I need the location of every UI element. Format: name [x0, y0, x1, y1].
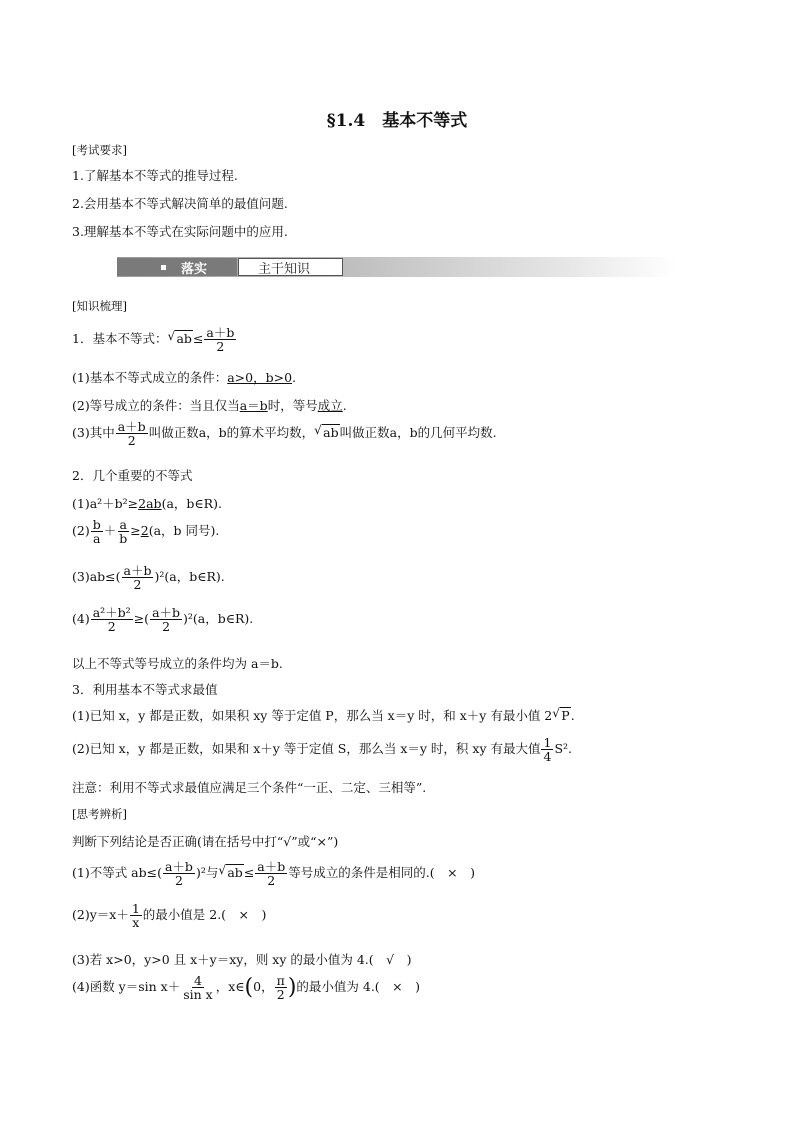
question-4: (4)函数 y＝sin x＋ $\frac{4}{\text{sin x}}$ ，x∈(0， $\frac{\pi}{2}$ )的最小值为 4.( × ): [72, 973, 421, 1003]
extremum-2: (2)已知 x，y 都是正数，如果和 x＋y 等于定值 S，那么当 x＝y 时，积 xy 有最大值 $\frac{1}{4}$ S².: [72, 735, 572, 765]
requirement-item: 2.会用基本不等式解决简单的最值问题.: [72, 196, 288, 211]
sqrt-ab: √ ab: [167, 329, 192, 347]
question-2: (2)y＝x＋ $\frac{1}{x}$ 的最小值是 2.( × ): [72, 901, 267, 931]
fraction-a-plus-b-over-2: $\frac{a+b}{2}$: [206, 325, 235, 355]
condition-2: (2)等号成立的条件：当且仅当a＝b时，等号成立.: [72, 398, 347, 413]
question-3: (3)若 x>0，y>0 且 x＋y＝xy，则 xy 的最小值为 4.( √ ): [72, 952, 412, 967]
page-title: §1.4 基本不等式: [326, 111, 468, 131]
important-inequalities-heading: 2．几个重要的不等式: [72, 468, 193, 483]
banner-label-right: 主干知识: [258, 262, 311, 277]
banner-dark-block: [117, 258, 237, 276]
condition-3: (3)其中 $\frac{a+b}{2}$ 叫做正数a，b的算术平均数， √ ab叫做正数a，b的几何平均数.: [72, 419, 497, 449]
basic-inequality-heading: 1．基本不等式： √ ab≤ $\frac{a+b}{2}$: [72, 325, 235, 355]
requirement-item: 3.理解基本不等式在实际问题中的应用.: [72, 224, 288, 239]
knowledge-tag: [知识梳理]: [72, 299, 127, 313]
condition-1: (1)基本不等式成立的条件：a>0，b>0.: [72, 370, 297, 385]
extremum-1: (1)已知 x，y 都是正数，如果积 xy 等于定值 P，那么当 x＝y 时，和 x＋y 有最小值 2 √ P.: [72, 706, 575, 723]
exam-requirements-tag: [考试要求]: [72, 143, 127, 157]
think-tag: [思考辨析]: [72, 807, 127, 821]
requirement-item: 1.了解基本不等式的推导过程.: [72, 168, 238, 183]
conditions-note: 注意：利用不等式求最值应满足三个条件“一正、二定、三相等”.: [72, 780, 427, 795]
think-intro: 判断下列结论是否正确(请在括号中打“√”或“×”): [72, 834, 339, 849]
inequality-1: (1)a²＋b²≥2ab(a，b∈R).: [72, 496, 222, 511]
equality-note: 以上不等式等号成立的条件均为 a＝b.: [72, 656, 283, 671]
square-bullet-icon: [161, 265, 166, 270]
inequality-3: (3)ab≤( $\frac{a+b}{2}$ )²(a，b∈R).: [72, 563, 225, 593]
inequality-4: (4) $\frac{\text{a²＋b²}}{2}$ ≥( $\frac{a+b}{2}$ )²(a，b∈R).: [72, 605, 254, 635]
banner-label-left: 落实: [181, 262, 208, 277]
extremum-heading: 3．利用基本不等式求最值: [72, 682, 218, 697]
question-1: (1)不等式 ab≤( $\frac{a+b}{2}$ )²与 √ ab≤ $\frac{a+b}{2}$ 等号成立的条件是相同的.( × ): [72, 859, 475, 889]
inequality-2: (2) $\frac{b}{a}$ ＋ $\frac{a}{b}$ ≥2(a，b 同号).: [72, 517, 220, 547]
